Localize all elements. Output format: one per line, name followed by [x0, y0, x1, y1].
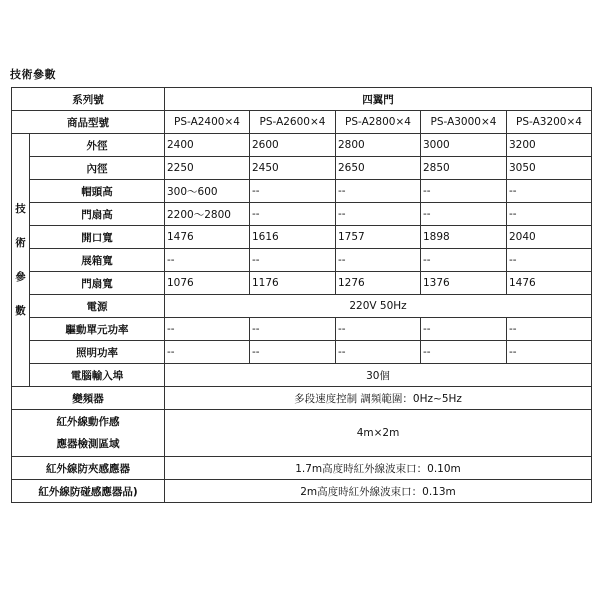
row-label: 開口寬: [30, 226, 165, 249]
cell-value: 2400: [165, 134, 250, 157]
cell-value: 3000: [421, 134, 507, 157]
series-row: [12, 88, 592, 111]
cell-value: 1076: [165, 272, 250, 295]
cell-value: 2650: [336, 157, 421, 180]
side-label-char: 參: [15, 271, 26, 283]
section-title: 技術參數: [10, 68, 56, 81]
cell-value: 220V 50Hz: [165, 295, 592, 318]
cell-value: --: [507, 249, 592, 272]
model-row: [12, 111, 592, 134]
cell-value: --: [421, 249, 507, 272]
side-label: [12, 134, 30, 387]
cell-value: 3050: [507, 157, 592, 180]
side-label-char: 數: [15, 305, 26, 317]
row-label: 紅外線防碰感應器品): [12, 480, 165, 503]
table-row: [12, 480, 592, 503]
row-label: [12, 410, 165, 457]
model-cell: PS-A2400×4: [165, 111, 250, 134]
cell-value: 1616: [250, 226, 336, 249]
cell-value: --: [336, 341, 421, 364]
table-row: [12, 341, 592, 364]
cell-value: 2800: [336, 134, 421, 157]
cell-value: 4m×2m: [165, 410, 592, 457]
table-row: [12, 272, 592, 295]
side-label-char: 術: [15, 237, 26, 249]
cell-value: 2250: [165, 157, 250, 180]
cell-value: --: [507, 203, 592, 226]
row-label: 紅外線防夾感應器: [12, 457, 165, 480]
table-row: [12, 457, 592, 480]
row-label: 照明功率: [30, 341, 165, 364]
table-row: [12, 226, 592, 249]
table-row: [12, 295, 592, 318]
cell-value: --: [165, 341, 250, 364]
row-label: 變頻器: [12, 387, 165, 410]
cell-value: 1757: [336, 226, 421, 249]
cell-value: 2m高度時紅外線波束口：0.13m: [165, 480, 592, 503]
cell-value: --: [250, 180, 336, 203]
cell-value: --: [336, 203, 421, 226]
table-row: [12, 318, 592, 341]
table-row: [12, 410, 592, 457]
model-cell: PS-A2600×4: [250, 111, 336, 134]
cell-value: --: [250, 318, 336, 341]
model-label: 商品型號: [12, 111, 165, 134]
cell-value: 1476: [507, 272, 592, 295]
series-value: 四翼門: [165, 88, 592, 111]
table-row: [12, 203, 592, 226]
cell-value: --: [421, 203, 507, 226]
cell-value: --: [421, 318, 507, 341]
row-label-line: 應器檢測區域: [56, 438, 120, 450]
cell-value: 2600: [250, 134, 336, 157]
cell-value: --: [250, 203, 336, 226]
cell-value: 2450: [250, 157, 336, 180]
cell-value: --: [165, 249, 250, 272]
spec-table: [11, 87, 592, 503]
row-label: 展箱寬: [30, 249, 165, 272]
cell-value: 1276: [336, 272, 421, 295]
cell-value: --: [421, 341, 507, 364]
cell-value: --: [507, 341, 592, 364]
cell-value: --: [165, 318, 250, 341]
row-label: 內徑: [30, 157, 165, 180]
cell-value: 多段速度控制 調頻範圍：0Hz~5Hz: [165, 387, 592, 410]
series-label: 系列號: [12, 88, 165, 111]
table-row: [12, 249, 592, 272]
row-label: 帽頭高: [30, 180, 165, 203]
table-row: [12, 180, 592, 203]
cell-value: 1.7m高度時紅外線波束口：0.10m: [165, 457, 592, 480]
cell-value: --: [336, 318, 421, 341]
model-cell: PS-A3000×4: [421, 111, 507, 134]
cell-value: --: [250, 341, 336, 364]
cell-value: 3200: [507, 134, 592, 157]
cell-value: 2850: [421, 157, 507, 180]
table-row: [12, 387, 592, 410]
row-label: 門扇高: [30, 203, 165, 226]
row-label: 電源: [30, 295, 165, 318]
model-cell: PS-A3200×4: [507, 111, 592, 134]
cell-value: 1376: [421, 272, 507, 295]
table-row: [12, 157, 592, 180]
cell-value: --: [336, 180, 421, 203]
row-label: 外徑: [30, 134, 165, 157]
cell-value: --: [507, 180, 592, 203]
model-cell: PS-A2800×4: [336, 111, 421, 134]
cell-value: 1898: [421, 226, 507, 249]
row-label: 電腦輸入埠: [30, 364, 165, 387]
cell-value: --: [421, 180, 507, 203]
row-label: 門扇寬: [30, 272, 165, 295]
cell-value: 300～600: [165, 180, 250, 203]
cell-value: 2200～2800: [165, 203, 250, 226]
cell-value: --: [250, 249, 336, 272]
cell-value: --: [336, 249, 421, 272]
row-label: 驅動單元功率: [30, 318, 165, 341]
row-label-line: 紅外線動作感: [56, 416, 120, 428]
cell-value: 1176: [250, 272, 336, 295]
table-row: [12, 134, 592, 157]
cell-value: 1476: [165, 226, 250, 249]
cell-value: 30個: [165, 364, 592, 387]
table-row: [12, 364, 592, 387]
side-label-char: 技: [15, 203, 26, 215]
cell-value: --: [507, 318, 592, 341]
cell-value: 2040: [507, 226, 592, 249]
